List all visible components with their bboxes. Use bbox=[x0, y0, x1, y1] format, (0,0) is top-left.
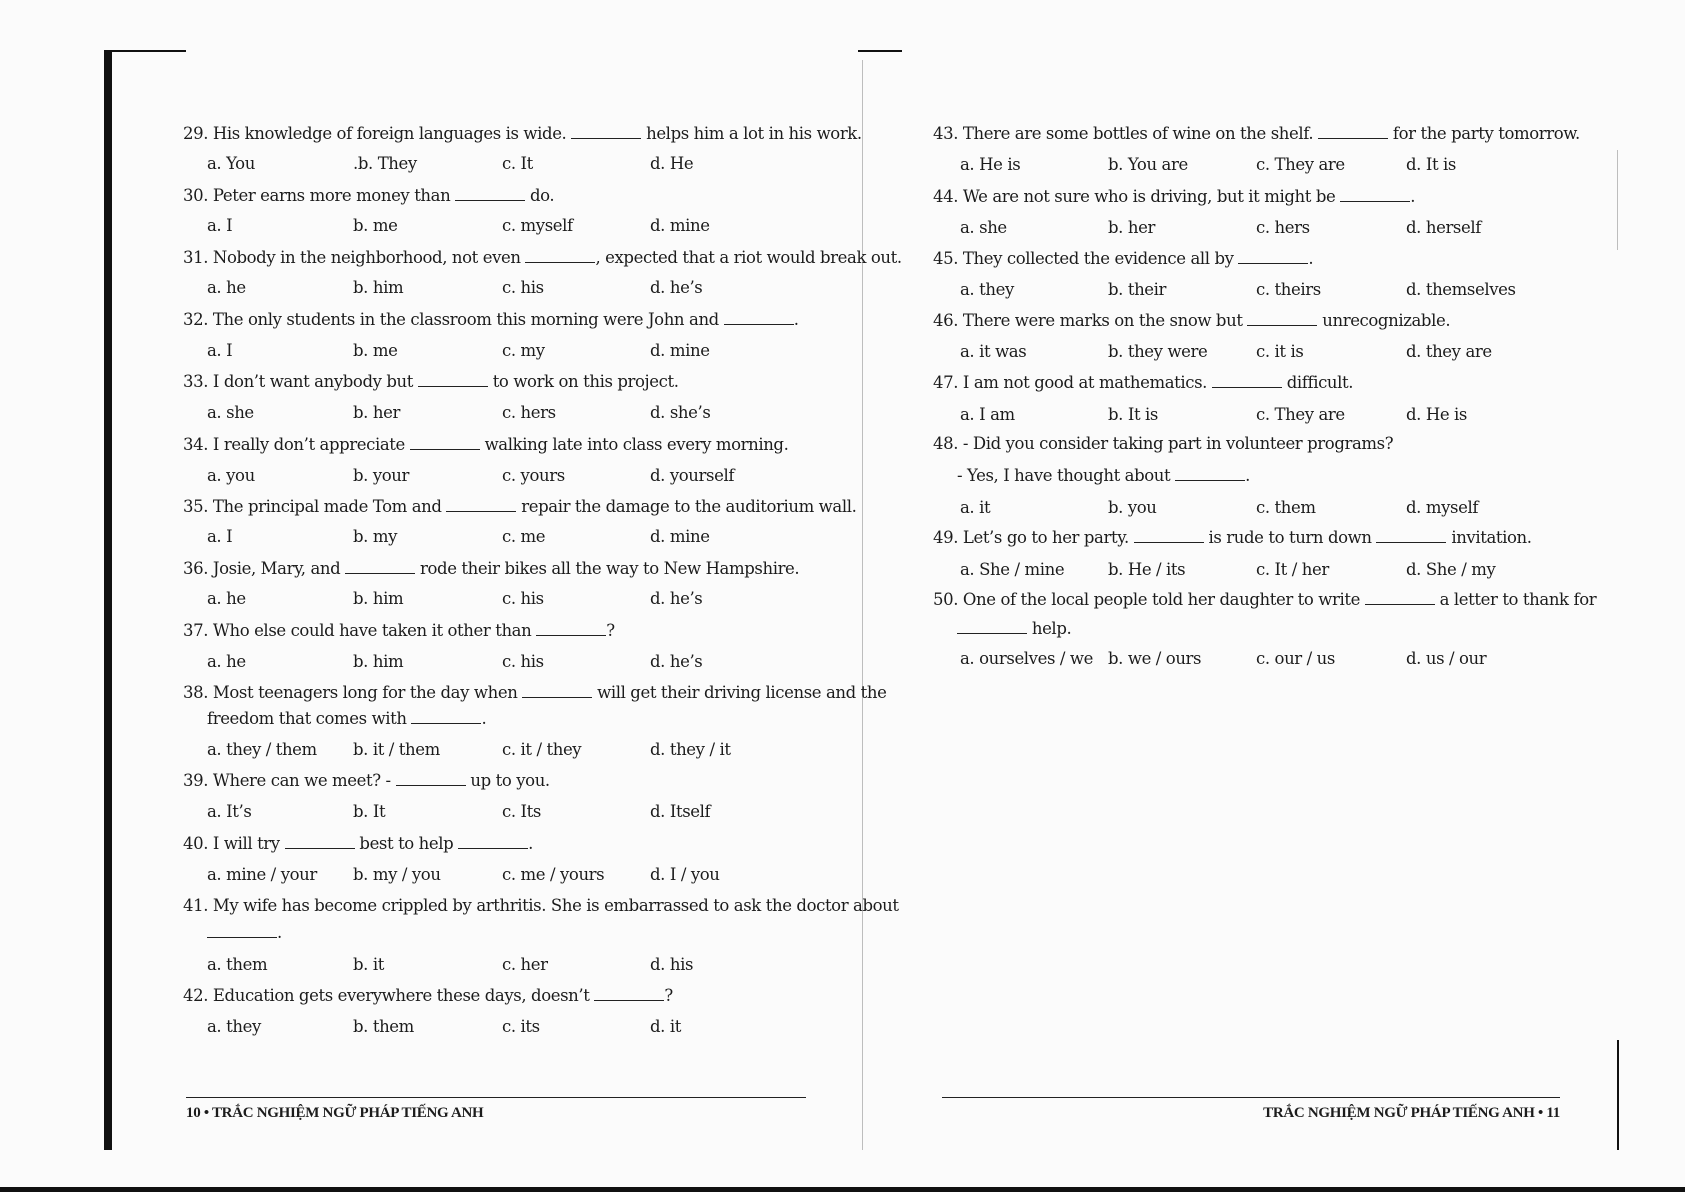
option-42-b: b. them bbox=[353, 1017, 414, 1036]
question-40: 40. I will try best to help . bbox=[183, 834, 534, 853]
question-text: for the party tomorrow. bbox=[1388, 124, 1580, 143]
question-48-continuation bbox=[957, 466, 1250, 486]
question-47: 47. I am not good at mathematics. difficult. bbox=[933, 373, 1354, 392]
question-text: - Did you consider taking part in volunteer programs? bbox=[962, 434, 1394, 453]
gutter-line bbox=[862, 60, 863, 1150]
question-text: My wife has become crippled by arthritis. She is embarrassed to ask the doctor about bbox=[212, 896, 899, 915]
option-49-a: a. She / mine bbox=[960, 560, 1065, 579]
question-number: 29 bbox=[183, 124, 204, 143]
option-30-d: d. mine bbox=[650, 216, 710, 235]
option-32-c: c. my bbox=[502, 341, 545, 360]
question-text: ? bbox=[606, 621, 615, 640]
question-text: do. bbox=[525, 186, 555, 205]
option-45-a: a. they bbox=[960, 280, 1014, 299]
option-30-c: c. myself bbox=[502, 216, 573, 235]
option-29-d: d. He bbox=[650, 154, 694, 173]
option-31-c: c. his bbox=[502, 278, 544, 297]
option-36-d: d. he’s bbox=[650, 589, 703, 608]
question-text: will get their driving license and the bbox=[592, 683, 887, 702]
question-number: 48 bbox=[933, 434, 954, 453]
question-text: to work on this project. bbox=[487, 372, 679, 391]
question-39: 39. Where can we meet? - up to you. bbox=[183, 771, 550, 790]
option-48-b: b. you bbox=[1108, 498, 1157, 517]
option-46-b: b. they were bbox=[1108, 342, 1208, 361]
option-35-c: c. me bbox=[502, 527, 546, 546]
question-36: 36. Josie, Mary, and rode their bikes all the way to New Hampshire. bbox=[183, 559, 800, 578]
option-33-c: c. hers bbox=[502, 403, 556, 422]
question-31: 31. Nobody in the neighborhood, not even , expected that a riot would break out. bbox=[183, 248, 902, 267]
option-29-c: c. It bbox=[502, 154, 533, 173]
question-text: Who else could have taken it other than bbox=[212, 621, 537, 640]
left-corner-mark bbox=[104, 50, 186, 52]
question-42: 42. Education gets everywhere these days, doesn’t ? bbox=[183, 986, 673, 1005]
question-44: 44. We are not sure who is driving, but it might be . bbox=[933, 187, 1416, 206]
question-text: . bbox=[793, 310, 799, 329]
scan-bottom-edge bbox=[0, 1187, 1685, 1192]
answer-blank bbox=[1238, 249, 1308, 264]
option-46-d: d. they are bbox=[1406, 342, 1492, 361]
question-text: ? bbox=[664, 986, 673, 1005]
question-text: rode their bikes all the way to New Hampshire. bbox=[415, 559, 800, 578]
question-text: Let’s go to her party. bbox=[962, 528, 1134, 547]
answer-blank bbox=[536, 621, 606, 636]
question-number: 34 bbox=[183, 435, 204, 454]
question-text: The principal made Tom and bbox=[212, 497, 447, 516]
question-text: There were marks on the snow but bbox=[962, 311, 1248, 330]
question-number: 47 bbox=[933, 373, 954, 392]
option-45-b: b. their bbox=[1108, 280, 1167, 299]
answer-blank bbox=[1175, 466, 1245, 481]
question-text: . bbox=[1245, 466, 1250, 485]
answer-blank bbox=[455, 186, 525, 201]
answer-blank bbox=[1318, 124, 1388, 139]
option-29-a: a. You bbox=[207, 154, 255, 173]
right-corner-mark bbox=[858, 50, 902, 52]
answer-blank bbox=[411, 709, 481, 724]
question-number: 30 bbox=[183, 186, 204, 205]
option-31-a: a. he bbox=[207, 278, 246, 297]
question-number: 50 bbox=[933, 590, 954, 609]
option-38-d: d. they / it bbox=[650, 740, 731, 759]
question-34: 34. I really don’t appreciate walking late into class every morning. bbox=[183, 435, 789, 454]
left-footer-rule bbox=[186, 1097, 806, 1098]
option-32-d: d. mine bbox=[650, 341, 710, 360]
answer-blank bbox=[1212, 373, 1282, 388]
answer-blank bbox=[1134, 528, 1204, 543]
option-47-c: c. They are bbox=[1256, 405, 1345, 424]
option-44-b: b. her bbox=[1108, 218, 1155, 237]
option-34-a: a. you bbox=[207, 466, 255, 485]
option-30-b: b. me bbox=[353, 216, 398, 235]
question-text: We are not sure who is driving, but it might be bbox=[962, 187, 1341, 206]
option-34-b: b. your bbox=[353, 466, 410, 485]
option-34-c: c. yours bbox=[502, 466, 565, 485]
option-42-d: d. it bbox=[650, 1017, 681, 1036]
question-text: - Yes, I have thought about bbox=[957, 466, 1176, 485]
answer-blank bbox=[410, 435, 480, 450]
question-number: 43 bbox=[933, 124, 954, 143]
question-38: 38. Most teenagers long for the day when will get their driving license and the bbox=[183, 683, 887, 702]
answer-blank bbox=[1365, 590, 1435, 605]
question-text: helps him a lot in his work. bbox=[641, 124, 862, 143]
option-41-a: a. them bbox=[207, 955, 268, 974]
question-text: unrecognizable. bbox=[1317, 311, 1451, 330]
question-41-continuation bbox=[207, 923, 282, 943]
question-text: Education gets everywhere these days, doesn’t bbox=[212, 986, 595, 1005]
option-45-d: d. themselves bbox=[1406, 280, 1516, 299]
question-number: 35 bbox=[183, 497, 204, 516]
question-38-continuation bbox=[207, 709, 486, 729]
question-number: 32 bbox=[183, 310, 204, 329]
option-43-a: a. He is bbox=[960, 155, 1021, 174]
answer-blank bbox=[522, 683, 592, 698]
option-50-b: b. we / ours bbox=[1108, 649, 1202, 668]
option-47-b: b. It is bbox=[1108, 405, 1158, 424]
left-binding-bar bbox=[104, 50, 112, 1150]
option-31-d: d. he’s bbox=[650, 278, 703, 297]
question-35: 35. The principal made Tom and repair the damage to the auditorium wall. bbox=[183, 497, 857, 516]
question-text: repair the damage to the auditorium wall. bbox=[516, 497, 857, 516]
question-46: 46. There were marks on the snow but unrecognizable. bbox=[933, 311, 1451, 330]
question-text: They collected the evidence all by bbox=[962, 249, 1239, 268]
option-40-c: c. me / yours bbox=[502, 865, 605, 884]
option-36-c: c. his bbox=[502, 589, 544, 608]
option-41-b: b. it bbox=[353, 955, 384, 974]
question-number: 42 bbox=[183, 986, 204, 1005]
question-text: best to help bbox=[354, 834, 459, 853]
question-50-continuation bbox=[957, 619, 1071, 639]
answer-blank bbox=[396, 771, 466, 786]
question-text: freedom that comes with bbox=[207, 709, 412, 728]
answer-blank bbox=[1376, 528, 1446, 543]
option-39-c: c. Its bbox=[502, 802, 541, 821]
option-35-b: b. my bbox=[353, 527, 398, 546]
question-32: 32. The only students in the classroom this morning were John and . bbox=[183, 310, 799, 329]
left-footer: 10 • TRẮC NGHIỆM NGỮ PHÁP TIẾNG ANH bbox=[186, 1105, 484, 1121]
option-35-d: d. mine bbox=[650, 527, 710, 546]
question-text: help. bbox=[1027, 619, 1072, 638]
answer-blank bbox=[525, 248, 595, 263]
answer-blank bbox=[418, 372, 488, 387]
question-29: 29. His knowledge of foreign languages is wide. helps him a lot in his work. bbox=[183, 124, 862, 143]
option-46-c: c. it is bbox=[1256, 342, 1304, 361]
question-number: 38 bbox=[183, 683, 204, 702]
right-edge-line bbox=[1617, 150, 1618, 250]
option-39-b: b. It bbox=[353, 802, 386, 821]
option-50-a: a. ourselves / we bbox=[960, 649, 1093, 668]
question-text: I will try bbox=[212, 834, 285, 853]
option-39-d: d. Itself bbox=[650, 802, 711, 821]
question-text: , expected that a riot would break out. bbox=[595, 248, 902, 267]
option-37-c: c. his bbox=[502, 652, 544, 671]
question-text: I am not good at mathematics. bbox=[962, 373, 1212, 392]
option-30-a: a. I bbox=[207, 216, 233, 235]
option-45-c: c. theirs bbox=[1256, 280, 1321, 299]
option-39-a: a. It’s bbox=[207, 802, 252, 821]
answer-blank bbox=[1247, 311, 1317, 326]
option-46-a: a. it was bbox=[960, 342, 1027, 361]
option-48-d: d. myself bbox=[1406, 498, 1479, 517]
question-number: 44 bbox=[933, 187, 954, 206]
question-number: 37 bbox=[183, 621, 204, 640]
option-44-a: a. she bbox=[960, 218, 1007, 237]
question-text: difficult. bbox=[1281, 373, 1354, 392]
option-29-b: .b. They bbox=[353, 154, 417, 173]
question-text: a letter to thank for bbox=[1434, 590, 1597, 609]
question-43: 43. There are some bottles of wine on the shelf. for the party tomorrow. bbox=[933, 124, 1580, 143]
question-text: Nobody in the neighborhood, not even bbox=[212, 248, 526, 267]
question-number: 45 bbox=[933, 249, 954, 268]
answer-blank bbox=[458, 834, 528, 849]
question-37: 37. Who else could have taken it other than ? bbox=[183, 621, 615, 640]
question-text: His knowledge of foreign languages is wide. bbox=[212, 124, 572, 143]
option-40-b: b. my / you bbox=[353, 865, 441, 884]
option-44-c: c. hers bbox=[1256, 218, 1310, 237]
question-text: The only students in the classroom this morning were John and bbox=[212, 310, 724, 329]
right-footer: TRẮC NGHIỆM NGỮ PHÁP TIẾNG ANH • 11 bbox=[1263, 1105, 1560, 1121]
option-44-d: d. herself bbox=[1406, 218, 1481, 237]
answer-blank bbox=[571, 124, 641, 139]
option-50-d: d. us / our bbox=[1406, 649, 1487, 668]
question-text: . bbox=[277, 923, 282, 942]
option-43-b: b. You are bbox=[1108, 155, 1188, 174]
option-32-a: a. I bbox=[207, 341, 233, 360]
option-33-b: b. her bbox=[353, 403, 400, 422]
option-50-c: c. our / us bbox=[1256, 649, 1335, 668]
answer-blank bbox=[724, 310, 794, 325]
question-number: 39 bbox=[183, 771, 204, 790]
option-42-c: c. its bbox=[502, 1017, 540, 1036]
option-49-d: d. She / my bbox=[1406, 560, 1496, 579]
question-number: 40 bbox=[183, 834, 204, 853]
answer-blank bbox=[285, 834, 355, 849]
option-33-a: a. she bbox=[207, 403, 254, 422]
option-48-a: a. it bbox=[960, 498, 991, 517]
question-text: up to you. bbox=[465, 771, 550, 790]
option-42-a: a. they bbox=[207, 1017, 261, 1036]
question-49: 49. Let’s go to her party. is rude to turn down invitation. bbox=[933, 528, 1532, 547]
question-text: Josie, Mary, and bbox=[212, 559, 346, 578]
question-text: invitation. bbox=[1446, 528, 1532, 547]
answer-blank bbox=[446, 497, 516, 512]
option-38-c: c. it / they bbox=[502, 740, 582, 759]
answer-blank bbox=[1340, 187, 1410, 202]
question-48: 48. - Did you consider taking part in volunteer programs? bbox=[933, 434, 1394, 453]
question-number: 49 bbox=[933, 528, 954, 547]
question-text: walking late into class every morning. bbox=[479, 435, 789, 454]
right-footer-rule bbox=[942, 1097, 1560, 1098]
question-50: 50. One of the local people told her daughter to write a letter to thank for bbox=[933, 590, 1597, 609]
question-text: I don’t want anybody but bbox=[212, 372, 418, 391]
right-edge-bar bbox=[1617, 1040, 1619, 1150]
question-text: Where can we meet? - bbox=[212, 771, 396, 790]
option-49-c: c. It / her bbox=[1256, 560, 1329, 579]
option-43-d: d. It is bbox=[1406, 155, 1456, 174]
question-number: 31 bbox=[183, 248, 204, 267]
option-40-a: a. mine / your bbox=[207, 865, 317, 884]
question-text: There are some bottles of wine on the shelf. bbox=[962, 124, 1319, 143]
question-text: I really don’t appreciate bbox=[212, 435, 410, 454]
option-38-a: a. they / them bbox=[207, 740, 317, 759]
question-33: 33. I don’t want anybody but to work on this project. bbox=[183, 372, 679, 391]
question-text: Peter earns more money than bbox=[212, 186, 456, 205]
option-37-b: b. him bbox=[353, 652, 404, 671]
option-49-b: b. He / its bbox=[1108, 560, 1186, 579]
option-32-b: b. me bbox=[353, 341, 398, 360]
question-41: 41. My wife has become crippled by arthritis. She is embarrassed to ask the doctor about bbox=[183, 896, 899, 915]
option-36-a: a. he bbox=[207, 589, 246, 608]
option-37-d: d. he’s bbox=[650, 652, 703, 671]
question-text: . bbox=[481, 709, 487, 728]
option-41-c: c. her bbox=[502, 955, 548, 974]
option-31-b: b. him bbox=[353, 278, 404, 297]
option-33-d: d. she’s bbox=[650, 403, 711, 422]
question-text: One of the local people told her daughter to write bbox=[962, 590, 1365, 609]
option-41-d: d. his bbox=[650, 955, 694, 974]
option-40-d: d. I / you bbox=[650, 865, 720, 884]
option-48-c: c. them bbox=[1256, 498, 1316, 517]
answer-blank bbox=[957, 619, 1027, 634]
option-34-d: d. yourself bbox=[650, 466, 735, 485]
option-36-b: b. him bbox=[353, 589, 404, 608]
question-text: . bbox=[1308, 249, 1314, 268]
option-47-d: d. He is bbox=[1406, 405, 1467, 424]
question-number: 33 bbox=[183, 372, 204, 391]
option-35-a: a. I bbox=[207, 527, 233, 546]
question-number: 41 bbox=[183, 896, 204, 915]
answer-blank bbox=[345, 559, 415, 574]
question-30: 30. Peter earns more money than do. bbox=[183, 186, 555, 205]
option-43-c: c. They are bbox=[1256, 155, 1345, 174]
question-text: . bbox=[528, 834, 534, 853]
option-47-a: a. I am bbox=[960, 405, 1015, 424]
question-text: Most teenagers long for the day when bbox=[212, 683, 523, 702]
question-number: 36 bbox=[183, 559, 204, 578]
answer-blank bbox=[207, 923, 277, 938]
option-37-a: a. he bbox=[207, 652, 246, 671]
question-text: is rude to turn down bbox=[1203, 528, 1377, 547]
option-38-b: b. it / them bbox=[353, 740, 440, 759]
question-number: 46 bbox=[933, 311, 954, 330]
question-45: 45. They collected the evidence all by . bbox=[933, 249, 1314, 268]
question-text: . bbox=[1410, 187, 1416, 206]
answer-blank bbox=[594, 986, 664, 1001]
